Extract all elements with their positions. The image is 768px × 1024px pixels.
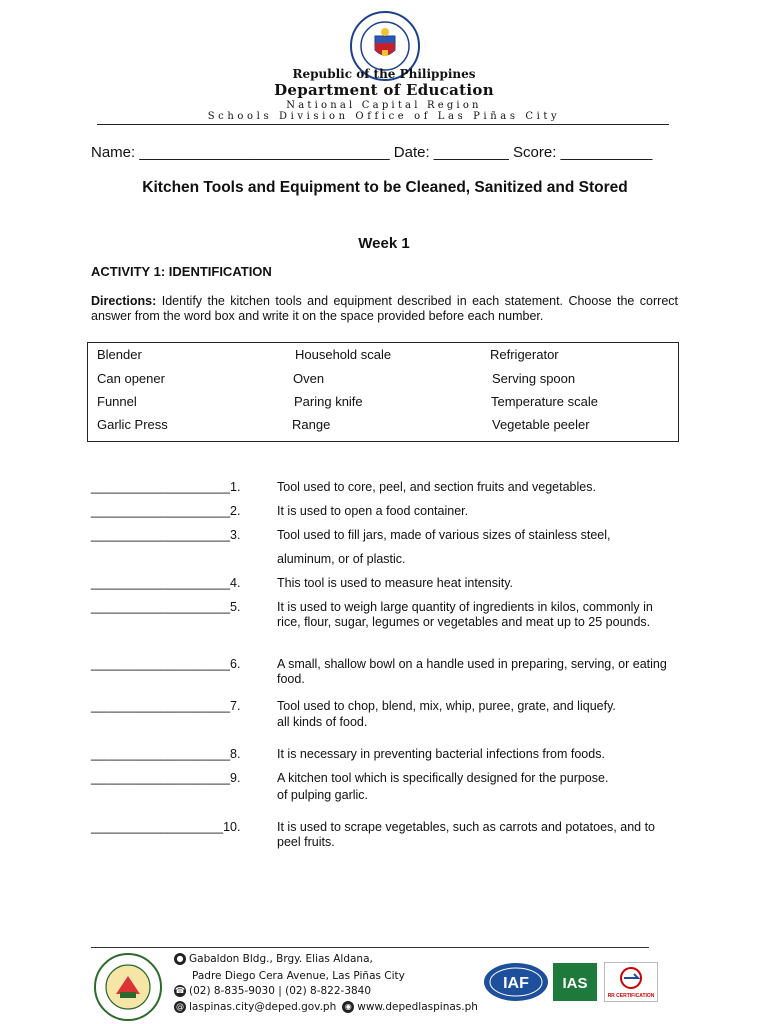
- email-icon: @: [176, 1002, 184, 1011]
- word-box-item: Temperature scale: [491, 394, 598, 409]
- word-box-item: Household scale: [295, 347, 392, 362]
- question-text-4: This tool is used to measure heat intensity.: [277, 576, 513, 590]
- republic-heading: Republic of the Philippines: [292, 67, 476, 81]
- department-heading: Department of Education: [274, 81, 494, 99]
- question-text-5: It is used to weigh large quantity of ingredients in kilos, commonly in rice, flour, sugar, legumes or vegetables and meat up to 25 pounds.: [277, 600, 653, 629]
- word-box-item: Garlic Press: [97, 417, 168, 432]
- footer-divider: [91, 947, 649, 948]
- rr-certification-label: RR CERTIFICATION: [607, 993, 655, 999]
- question-text-9-continued: of pulping garlic.: [277, 788, 369, 802]
- division-heading: Schools Division Office of Las Piñas City: [207, 111, 561, 122]
- word-box-item: Oven: [293, 371, 325, 386]
- directions-text: Identify the kitchen tools and equipment described in each statement. Choose the correct answer from the word box and write it on the space provided before each number.: [91, 294, 678, 323]
- question-text-7-continued: all kinds of food.: [277, 715, 368, 729]
- footer-address-line-2: Padre Diego Cera Avenue, Las Piñas City: [192, 970, 405, 982]
- footer-website[interactable]: www.depedlaspinas.ph: [357, 1001, 478, 1013]
- footer-phone: ☎ (02) 8-835-9030 | (02) 8-822-3840: [175, 985, 372, 997]
- question-text-3: Tool used to fill jars, made of various sizes of stainless steel,: [277, 528, 611, 542]
- worksheet-title: Kitchen Tools and Equipment to be Cleaned, Sanitized and Stored: [142, 179, 628, 196]
- word-box-item: Serving spoon: [492, 371, 576, 386]
- answer-blank-3[interactable]: ____________________3.: [91, 528, 241, 542]
- word-box-item: Refrigerator: [490, 347, 559, 362]
- question-text-9: A kitchen tool which is specifically designed for the purpose.: [277, 771, 609, 785]
- question-text-1: Tool used to core, peel, and section fruits and vegetables.: [277, 480, 596, 494]
- week-label: Week 1: [358, 235, 410, 252]
- word-box-item: Blender: [97, 347, 142, 362]
- iaf-logo-icon: [483, 962, 549, 1002]
- answer-blank-4[interactable]: ____________________4.: [91, 576, 241, 590]
- division-seal-icon: [92, 952, 164, 1022]
- answer-blank-5[interactable]: ____________________5.: [91, 600, 241, 614]
- iaf-logo-text: IAF: [503, 975, 529, 992]
- activity-heading: ACTIVITY 1: IDENTIFICATION: [91, 264, 272, 279]
- directions-label: Directions:: [91, 294, 157, 308]
- globe-icon: ◉: [342, 1001, 354, 1013]
- answer-blank-7[interactable]: ____________________7.: [91, 699, 241, 713]
- answer-blank-2[interactable]: ____________________2.: [91, 504, 241, 518]
- rr-certification-logo-icon: [604, 962, 658, 1002]
- word-box-item: Paring knife: [294, 394, 363, 409]
- question-text-10: It is used to scrape vegetables, such as carrots and potatoes, and to peel fruits.: [277, 820, 656, 849]
- answer-blank-9[interactable]: ____________________9.: [91, 771, 241, 785]
- footer-address-line-1: ● Gabaldon Bldg., Brgy. Elias Aldana,: [174, 953, 373, 965]
- word-box-item: Vegetable peeler: [492, 417, 590, 432]
- word-box-item: Range: [292, 417, 331, 432]
- directions-paragraph: [91, 294, 678, 323]
- footer-email[interactable]: laspinas.city@deped.gov.ph: [189, 1001, 337, 1013]
- region-heading: National Capital Region: [286, 100, 482, 111]
- word-box-item: Can opener: [97, 371, 165, 386]
- ias-logo-text: IAS: [562, 975, 588, 992]
- answer-blank-1[interactable]: ____________________1.: [91, 480, 241, 494]
- question-text-3-continued: aluminum, or of plastic.: [277, 552, 406, 566]
- header-divider: [97, 124, 669, 125]
- footer-contact: [174, 1001, 478, 1013]
- name-date-score-line[interactable]: Name: ______________________________ Date: _________ Score: ___________: [91, 144, 653, 161]
- question-text-2: It is used to open a food container.: [277, 504, 469, 518]
- answer-blank-6[interactable]: ____________________6.: [91, 657, 241, 671]
- question-text-8: It is necessary in preventing bacterial infections from foods.: [277, 747, 605, 761]
- question-text-6: A small, shallow bowl on a handle used in preparing, serving, or eating food.: [277, 657, 667, 686]
- phone-icon: ☎: [175, 986, 185, 995]
- ias-logo-icon: [552, 962, 598, 1002]
- word-box-item: Funnel: [97, 394, 137, 409]
- answer-blank-10[interactable]: ___________________10.: [91, 820, 241, 834]
- answer-blank-8[interactable]: ____________________8.: [91, 747, 241, 761]
- question-text-7: Tool used to chop, blend, mix, whip, puree, grate, and liquefy.: [277, 699, 616, 713]
- location-pin-icon: ●: [174, 953, 186, 965]
